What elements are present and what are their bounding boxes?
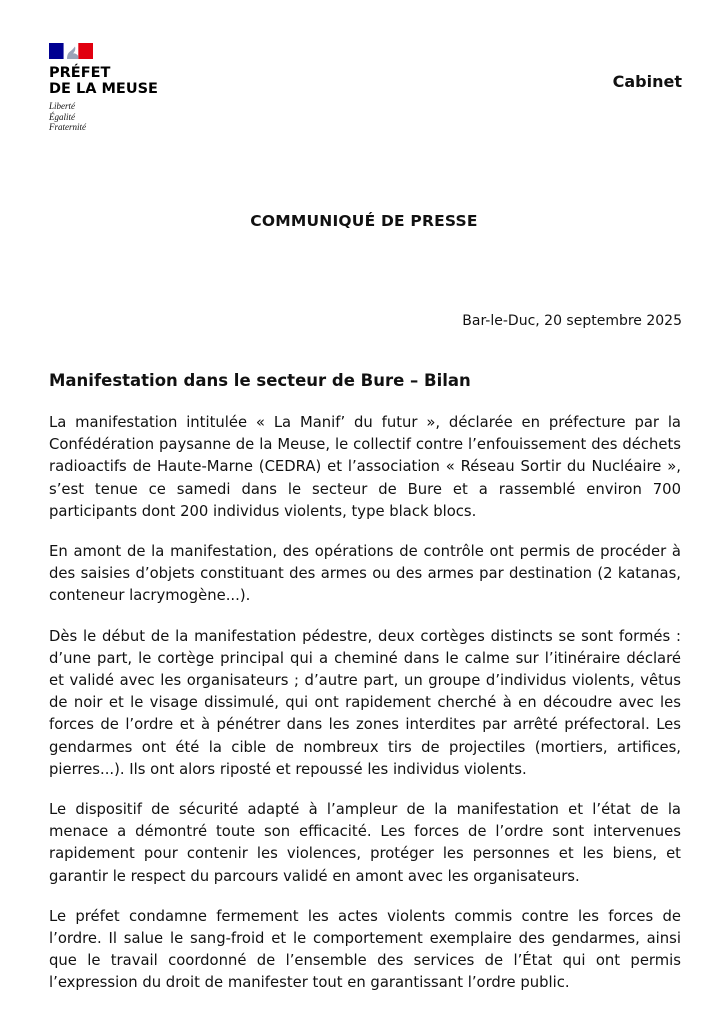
body-paragraph: Le préfet condamne fermement les actes violents commis contre les forces de l’ordre. Il salue le sang-froid et le comportement exemplaire des gendarmes, ainsi que le travail coordonné de l’ensemble des services de l’État qui ont permis l’expression du droit de manifester tout en garantissant l’ordre public. <box>49 907 681 992</box>
prefecture-name-line1: PRÉFET <box>49 65 111 81</box>
motto-egalite: Égalité <box>49 111 75 122</box>
body-paragraph: La manifestation intitulée « La Manif’ du futur », déclarée en préfecture par la Confédération paysanne de la Meuse, le collectif contre l’enfouissement des déchets radioactifs de Haute-Marne (CEDRA) et l’association « Réseau Sortir du Nucléaire », s’est tenue ce samedi dans le secteur de Bure et a rassemblé environ 700 participants dont 200 individus violents, type black blocs. <box>49 414 681 520</box>
prefecture-name-line2: DE LA MEUSE <box>49 80 158 97</box>
body-paragraph: En amont de la manifestation, des opérations de contrôle ont permis de procéder à des saisies d’objets constituant des armes ou des armes par destination (2 katanas, conteneur lacrymogène...). <box>49 543 681 605</box>
press-release-body <box>49 412 681 1013</box>
dateline: Bar-le-Duc, 20 septembre 2025 <box>462 313 682 329</box>
republic-motto <box>49 101 158 133</box>
flag-red-band <box>78 43 93 59</box>
department-label: Cabinet <box>612 72 682 91</box>
press-release-headline: Manifestation dans le secteur de Bure – Bilan <box>49 371 471 390</box>
motto-liberte: Liberté <box>49 101 75 111</box>
prefecture-name <box>49 66 158 97</box>
document-title: COMMUNIQUÉ DE PRESSE <box>250 212 478 230</box>
prefecture-logo-block <box>49 43 158 133</box>
marianne-flag-logo <box>49 43 93 59</box>
flag-blue-band <box>49 43 64 59</box>
body-paragraph: Le dispositif de sécurité adapté à l’ampleur de la manifestation et l’état de la menace a démontré toute son efficacité. Les forces de l’ordre sont intervenues rapidement pour contenir les violences, protéger les personnes et les biens, et garantir le respect du parcours validé en amont avec les organisateurs. <box>49 801 681 885</box>
body-paragraph: Dès le début de la manifestation pédestre, deux cortèges distincts se sont formés : d’une part, le cortège principal qui a cheminé dans le calme sur l’itinéraire déclaré et validé avec les organisateurs ; d’autre part, un groupe d’individus violents, vêtus de noir et le visage dissimulé, qui ont rapidement cherché à en découdre avec les forces de l’ordre et à pénétrer dans les zones interdites par arrêté préfectoral. Les gendarmes ont été la cible de nombreux tirs de projectiles (mortiers, artifices, pierres...). Ils ont alors riposté et repoussé les individus violents. <box>49 627 681 778</box>
motto-fraternite: Fraternité <box>49 122 86 132</box>
